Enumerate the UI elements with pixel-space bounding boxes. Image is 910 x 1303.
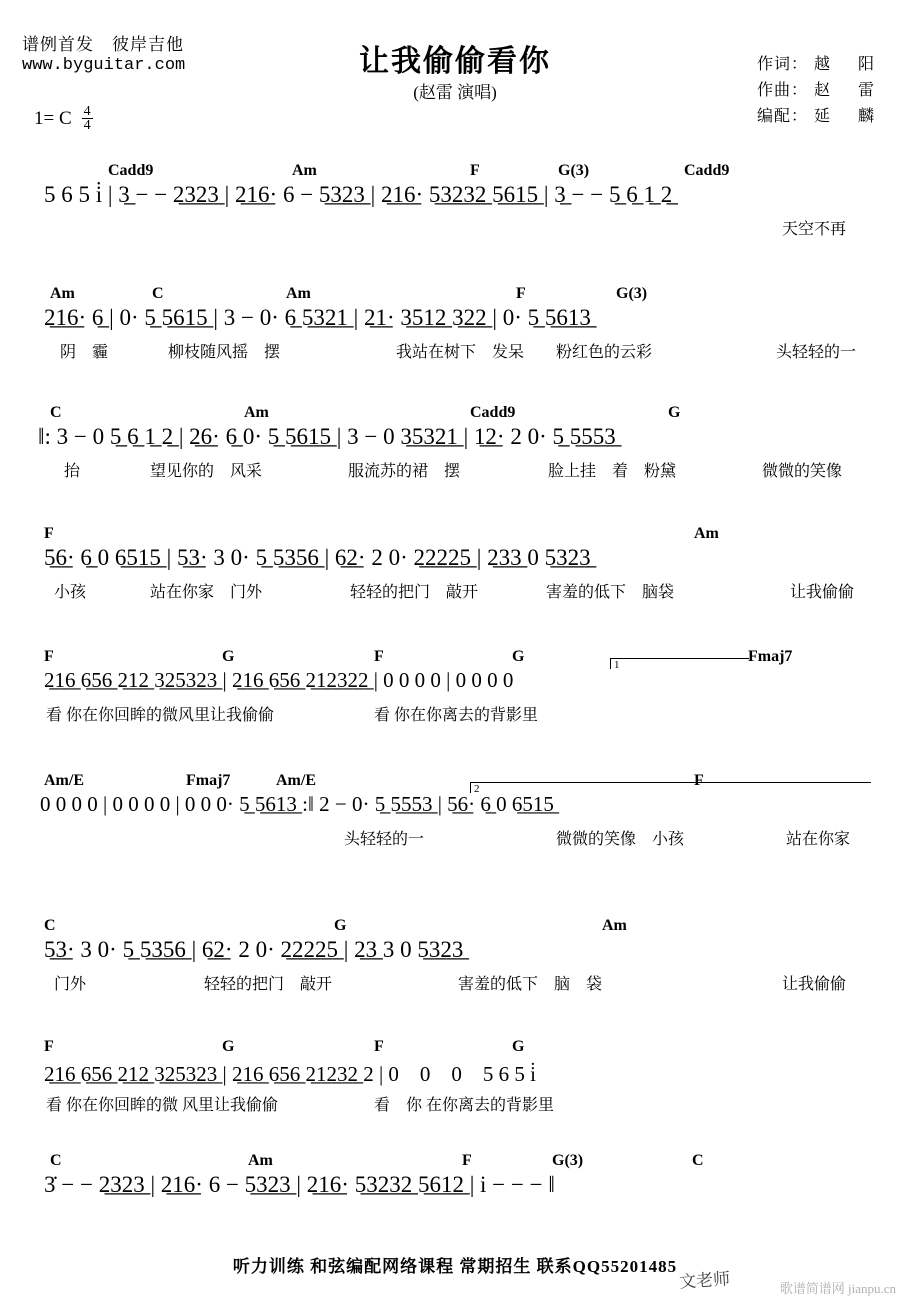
chord-symbol: C [44, 917, 56, 934]
chord-symbol: C [152, 285, 164, 302]
lyric-row [0, 971, 910, 993]
credit-lyricist-label: 作词： [756, 56, 808, 73]
chord-symbol: Am [50, 285, 75, 302]
notation-row [0, 668, 910, 702]
chord-symbol: F [470, 162, 480, 179]
lyric-segment: 柳枝随风摇 摆 [168, 344, 281, 361]
notation-row [0, 182, 910, 216]
chord-symbol: G [668, 404, 681, 421]
jianpu-notes: 2̲1̲6̲ 6̲5̲6̲ 2̲1̲2̲ 3̲2̲5̲3̲2̲3̲ | 2̲1̲6̲ 6̲5̲6̲ 2̲1̲2̲3̲2̲2̲ | 0 0 0 0 | 0 0 0 0 [44, 668, 514, 692]
lyric-segment: 站在你家 门外 [150, 584, 263, 601]
system-9 [0, 1152, 910, 1206]
chord-row [0, 772, 910, 795]
lyric-segment: 让我偷偷 [790, 584, 855, 601]
lyric-segment: 抬 [64, 463, 81, 480]
credit-composer-value: 赵 雷 [813, 82, 880, 99]
system-6 [0, 772, 910, 848]
chord-symbol: Am/E [276, 772, 316, 789]
chord-symbol: F [462, 1152, 472, 1169]
lyric-segment: 粉红色的云彩 [556, 344, 653, 361]
lyric-segment: 头轻轻的一 [344, 831, 425, 848]
jianpu-notes: 2̲1̲6̲ 6̲5̲6̲ 2̲1̲2̲ 3̲2̲5̲3̲2̲3̲ | 2̲1̲6̲ 6̲5̲6̲ 2̲1̲2̲3̲2̲ 2 | 0 0 0 5 6 5 i̇ [44, 1062, 536, 1086]
lyric-segment: 服流苏的裙 摆 [348, 463, 461, 480]
lyric-segment: 门外 [54, 976, 87, 993]
lyric-segment: 看 你在你回眸的微风里让我偷偷 [46, 707, 275, 724]
chord-symbol: Am/E [44, 772, 84, 789]
chord-symbol: Am [286, 285, 311, 302]
lyric-segment: 阴 霾 [60, 344, 109, 361]
key-label: 1= C [34, 107, 72, 129]
chord-symbol: Cadd9 [684, 162, 730, 179]
lyric-segment: 我站在树下 发呆 [396, 344, 525, 361]
jianpu-notes: 2̲1̲6̲· 6̲ | 0· 5̲ 5̲6̲1̲5̲ | 3 − 0· 6̲ 5̲3̲2̲1̲ | 2̲1̲· 3̲5̲1̲2̲ 3̲2̲2̲ | 0· 5̲ 5̲6̲1̲3̲ [44, 305, 591, 330]
chord-symbol: Am [248, 1152, 273, 1169]
chord-symbol: Fmaj7 [748, 648, 793, 665]
chord-row [0, 648, 910, 671]
chord-symbol: F [44, 648, 54, 665]
lyric-row [0, 216, 910, 238]
second-ending-label: 2 [474, 783, 480, 795]
footer-stamp: 文老师 [678, 1269, 731, 1292]
chord-symbol: G(3) [616, 285, 648, 302]
site-tag: 谱例首发 彼岸吉他 [22, 35, 184, 54]
footer-text: 听力训练 和弦编配网络课程 常期招生 联系QQ55201485 [232, 1257, 678, 1276]
lyric-segment: 看 你在你离去的背影里 [374, 707, 539, 724]
credits-block [757, 52, 880, 130]
credit-arranger [757, 104, 880, 130]
jianpu-notes: 5 6 5 i̇ | 3̲ − − 2̲3̲2̲3̲ | 2̲1̲6̲· 6 − 5̲3̲2̲3̲ | 2̲1̲6̲· 5̲3̲2̲3̲2̲ 5̲6̲1̲5̲ | 3̲ − − 5̲ 6̲ 1̲ 2̲ [44, 182, 673, 207]
page-subtitle: (赵雷 演唱) [413, 83, 497, 102]
chord-row [0, 285, 910, 305]
chord-symbol: Am [602, 917, 627, 934]
system-1 [0, 162, 910, 238]
notation-row [0, 545, 910, 579]
notation-row [0, 937, 910, 971]
chord-symbol: Fmaj7 [186, 772, 231, 789]
credit-lyricist-value: 越 阳 [813, 56, 880, 73]
watermark: 歌谱简谱网 jianpu.cn [779, 1281, 896, 1296]
chord-symbol: G [512, 648, 525, 665]
lyric-row [0, 339, 910, 361]
jianpu-notes: ‖: 3 − 0 5̲ 6̲ 1̲ 2̲ | 2̲6̲· 6̲ 0· 5̲ 5̲6̲1̲5̲ | 3 − 0 3̲5̲3̲2̲1̲ | 1̲2̲· 2 0· 5̲ 5̲5̲5̲3̲ [38, 424, 616, 449]
chord-symbol: F [694, 772, 704, 789]
system-3 [0, 404, 910, 480]
chord-row [0, 1152, 910, 1172]
time-signature-denominator: 4 [83, 118, 91, 133]
chord-symbol: G [222, 648, 235, 665]
lyric-row [0, 458, 910, 480]
credit-composer-label: 作曲： [756, 82, 808, 99]
chord-symbol: F [374, 648, 384, 665]
chord-symbol: G(3) [558, 162, 590, 179]
lyric-row [0, 826, 910, 848]
chord-row [0, 404, 910, 424]
jianpu-notes: 0 0 0 0 | 0 0 0 0 | 0 0 0· 5̲ 5̲6̲1̲3̲ :‖ 2 − 0· 5̲ 5̲5̲5̲3̲ | 5̲6̲· 6̲ 0 6̲5̲1̲5̲ [40, 792, 554, 816]
system-4 [0, 525, 910, 601]
chord-symbol: F [516, 285, 526, 302]
chord-symbol: G [334, 917, 347, 934]
lyric-segment: 头轻轻的一 [776, 344, 857, 361]
lyric-segment: 望见你的 风采 [150, 463, 263, 480]
notation-row [0, 1172, 910, 1206]
system-7 [0, 917, 910, 993]
credit-arranger-value: 延 麟 [813, 108, 880, 125]
chord-symbol: F [374, 1038, 384, 1055]
site-url: www.byguitar.com [22, 56, 186, 75]
chord-row [0, 1038, 910, 1058]
system-8 [0, 1038, 910, 1114]
lyric-segment: 看 你 在你离去的背影里 [374, 1097, 555, 1114]
chord-row [0, 525, 910, 545]
notation-row [0, 792, 910, 826]
lyric-segment: 小孩 [54, 584, 87, 601]
lyric-row [0, 702, 910, 724]
chord-row [0, 162, 910, 182]
chord-symbol: Cadd9 [108, 162, 154, 179]
lyric-segment: 看 你在你回眸的微 风里让我偷偷 [46, 1097, 279, 1114]
chord-symbol: Am [244, 404, 269, 421]
lyric-segment: 微微的笑像 [762, 463, 843, 480]
lyric-row [0, 1092, 910, 1114]
lyric-segment: 轻轻的把门 敲开 [350, 584, 479, 601]
lyric-segment: 轻轻的把门 敲开 [204, 976, 333, 993]
time-signature-numerator: 4 [83, 104, 91, 119]
time-signature [82, 105, 93, 132]
chord-symbol: Am [292, 162, 317, 179]
system-2 [0, 285, 910, 361]
notation-row [0, 424, 910, 458]
jianpu-notes: 5̲3̲· 3 0· 5̲ 5̲3̲5̲6̲ | 6̲2̲· 2 0· 2̲2̲2̲2̲5̲ | 2̲3̲ 3 0 5̲3̲2̲3̲ [44, 937, 464, 962]
chord-symbol: G(3) [552, 1152, 584, 1169]
chord-symbol: C [50, 404, 62, 421]
lyric-segment: 站在你家 [786, 831, 851, 848]
chord-symbol: C [50, 1152, 62, 1169]
lyric-segment: 微微的笑像 小孩 [556, 831, 685, 848]
chord-symbol: F [44, 1038, 54, 1055]
lyric-segment: 让我偷偷 [782, 976, 847, 993]
notation-row [0, 305, 910, 339]
chord-symbol: G [222, 1038, 235, 1055]
chord-symbol: Am [694, 525, 719, 542]
chord-symbol: C [692, 1152, 704, 1169]
first-ending-label: 1 [614, 659, 620, 671]
lyric-row [0, 579, 910, 601]
lyric-segment: 天空不再 [782, 221, 847, 238]
chord-symbol: G [512, 1038, 525, 1055]
notation-row [0, 1058, 910, 1092]
chord-symbol: F [44, 525, 54, 542]
credit-lyricist [757, 52, 880, 78]
system-5 [0, 648, 910, 724]
chord-symbol: Cadd9 [470, 404, 516, 421]
credit-arranger-label: 编配： [756, 108, 808, 125]
key-signature [34, 105, 93, 132]
chord-row [0, 917, 910, 937]
lyric-segment: 害羞的低下 脑 袋 [458, 976, 603, 993]
credit-composer [757, 78, 880, 104]
lyric-segment: 害羞的低下 脑袋 [546, 584, 675, 601]
jianpu-notes: 5̲6̲· 6̲ 0 6̲5̲1̲5̲ | 5̲3̲· 3 0· 5̲ 5̲3̲5̲6̲ | 6̲2̲· 2 0· 2̲2̲2̲2̲5̲ | 2̲3̲3̲ 0 5̲3̲2̲3̲ [44, 545, 591, 570]
lyric-segment: 脸上挂 着 粉黛 [548, 463, 677, 480]
page-title: 让我偷偷看你 [359, 45, 551, 78]
jianpu-notes: 3̇ − − 2̲3̲2̲3̲ | 2̲1̲6̲· 6 − 5̲3̲2̲3̲ | 2̲1̲6̲· 5̲3̲2̲3̲2̲ 5̲6̲1̲2̲ | i − − − ‖ [44, 1172, 555, 1197]
